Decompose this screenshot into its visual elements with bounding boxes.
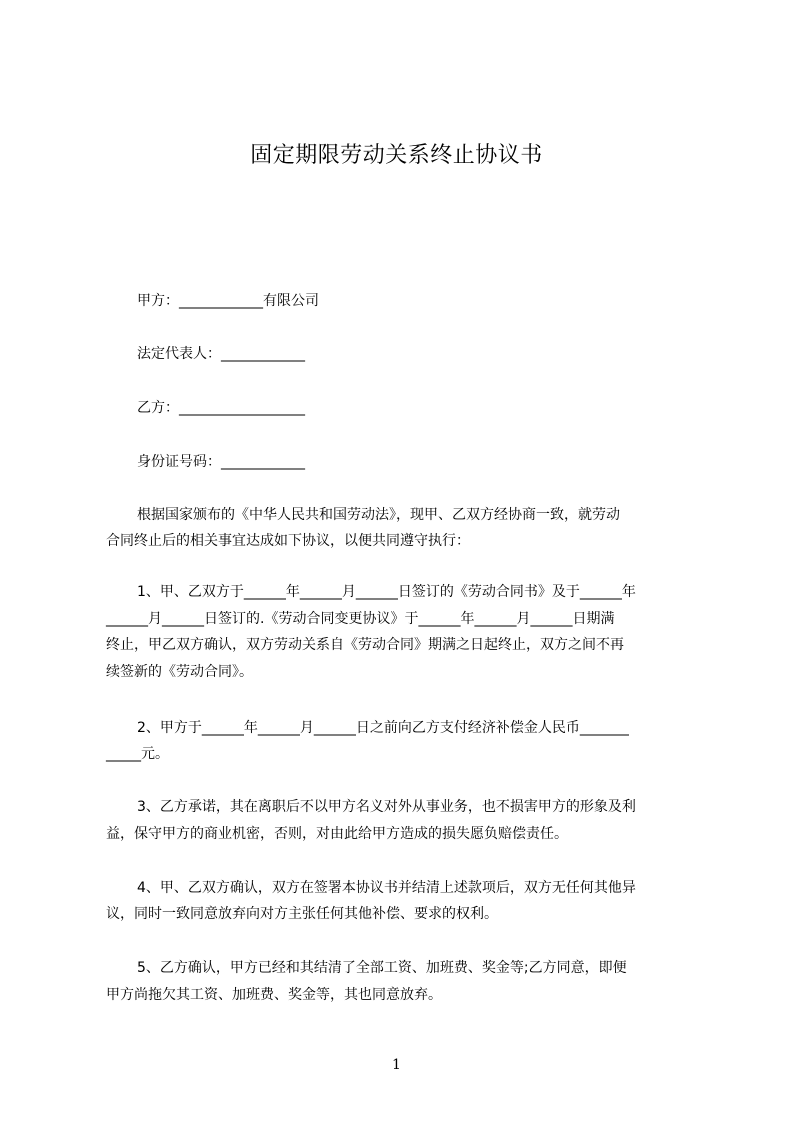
- paragraph-line: 4、甲、乙双方确认，双方在签署本协议书并结清上述款项后，双方无任何其他异: [137, 880, 636, 896]
- paragraph-line: 议，同时一致同意放弃向对方主张任何其他补偿、要求的权利。: [106, 906, 498, 922]
- party-a-line: 甲方：____________有限公司: [137, 293, 319, 309]
- paragraph-line: 根据国家颁布的《中华人民共和国劳动法》，现甲、乙双方经协商一致，就劳动: [137, 507, 620, 523]
- paragraph-line: 合同终止后的相关事宜达成如下协议，以便共同遵守执行：: [106, 533, 470, 549]
- paragraph-line: 益，保守甲方的商业机密，否则，对由此给甲方造成的损失愿负赔偿责任。: [106, 826, 568, 842]
- document-title: 固定期限劳动关系终止协议书: [250, 143, 543, 168]
- page-number: 1: [392, 1057, 401, 1073]
- paragraph-line: 3、乙方承诺，其在离职后不以甲方名义对外从事业务，也不损害甲方的形象及利: [137, 799, 636, 815]
- paragraph-line: ______月______日签订的.《劳动合同变更协议》于______年______月______日期满: [106, 611, 615, 627]
- paragraph-line: 甲方尚拖欠其工资、加班费、奖金等，其也同意放弃。: [106, 987, 442, 1003]
- legal-representative-line: 法定代表人：____________: [137, 346, 305, 362]
- paragraph-line: 1、甲、乙双方于______年______月______日签订的《劳动合同书》及于______年: [137, 584, 636, 600]
- paragraph-line: 5、乙方确认，甲方已经和其结清了全部工资、加班费、奖金等;乙方同意，即便: [137, 960, 627, 976]
- party-b-line: 乙方：__________________: [137, 400, 305, 416]
- paragraph-line: _____元。: [106, 746, 169, 762]
- id-number-line: 身份证号码：____________: [137, 454, 305, 470]
- paragraph-line: 续签新的《劳动合同》。: [106, 664, 253, 680]
- paragraph-line: 2、甲方于______年______月______日之前向乙方支付经济补偿金人民币_______: [137, 720, 629, 736]
- paragraph-line: 终止，甲乙双方确认，双方劳动关系自《劳动合同》期满之日起终止，双方之间不再: [106, 637, 624, 653]
